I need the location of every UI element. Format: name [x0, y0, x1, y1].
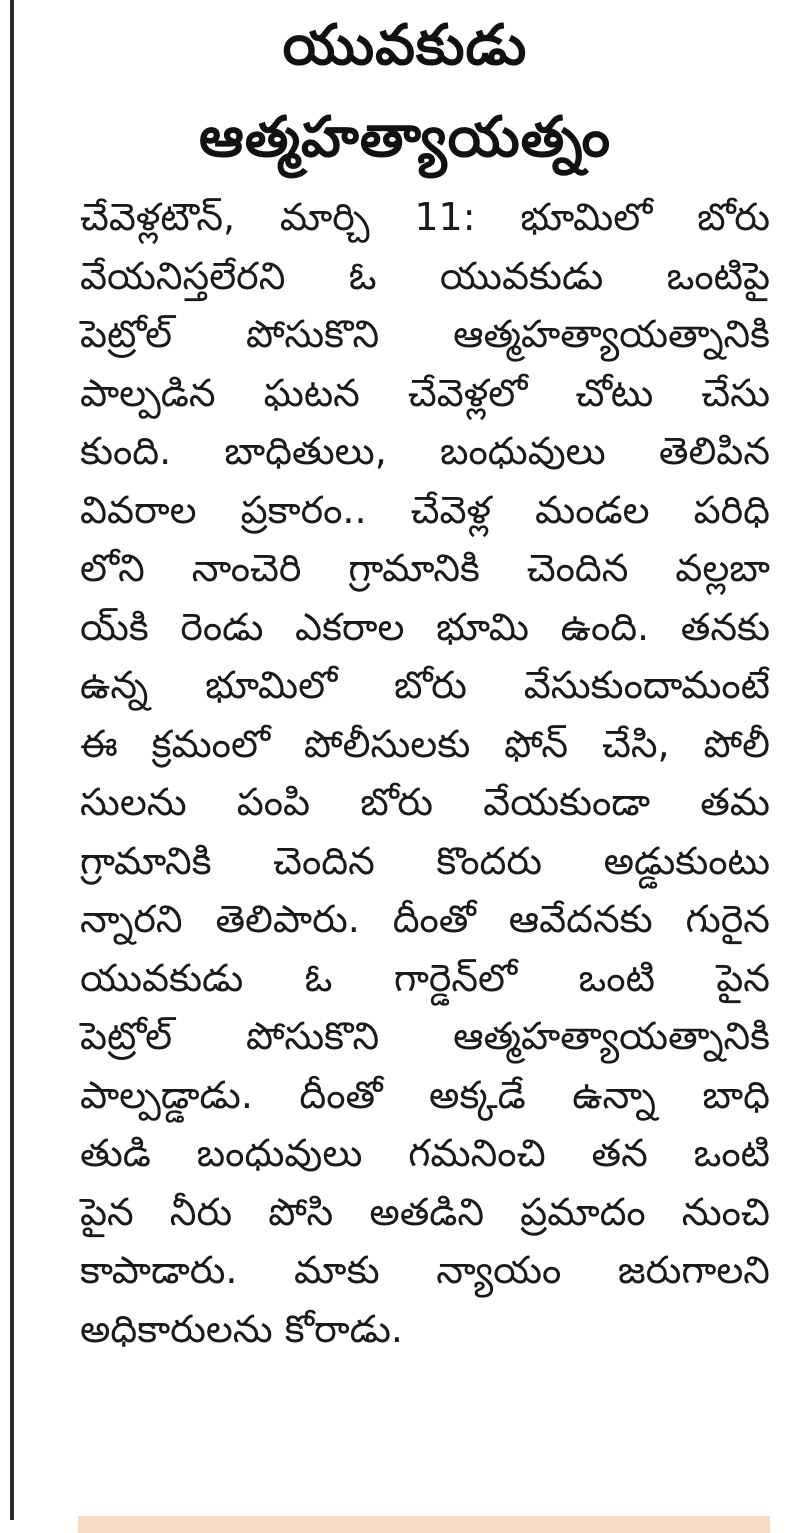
body-line: చేవెళ్లటౌన్, మార్చి 11: భూమిలో బోరు — [80, 195, 770, 239]
body-line: అధికారులను కోరాడు. — [80, 1306, 403, 1351]
body-line: పాల్పడ్డాడు. దీంతో అక్కడే ఉన్నా బాధి — [80, 1072, 770, 1117]
body-line: ఈ క్రమంలో పోలీసులకు ఫోన్ చేసి, పోలీ — [80, 721, 770, 766]
body-line: కాపాడారు. మాకు న్యాయం జరుగాలని — [80, 1248, 770, 1292]
body-line: తుడి బంధువులు గమనించి తన ఒంటి — [80, 1131, 770, 1175]
news-article — [40, 0, 770, 1358]
column-divider — [10, 0, 14, 1520]
body-line: ఉన్న భూమిలో బోరు వేసుకుందామంటే — [80, 663, 770, 707]
body-line: గ్రామానికి చెందిన కొందరు అడ్డుకుంటు — [80, 838, 770, 883]
body-line: న్నారని తెలిపారు. దీంతో ఆవేదనకు గురైన — [80, 897, 770, 941]
article-body — [40, 184, 770, 1358]
headline-line-1: యువకుడు — [282, 13, 528, 78]
next-article-strip — [78, 1516, 770, 1533]
body-line: కుంది. బాధితులు, బంధువులు తెలిపిన — [80, 429, 770, 473]
body-line: సులను పంపి బోరు వేయకుండా తమ — [80, 780, 770, 824]
body-line: యువకుడు ఓ గార్డెన్‌లో ఒంటి పైన — [80, 955, 770, 1000]
body-line: లోని నాంచెరి గ్రామానికి చెందిన వల్లబా — [80, 546, 770, 590]
article-headline — [40, 0, 770, 184]
body-line: వేయనిస్తలేరని ఓ యువకుడు ఒంటిపై — [80, 253, 770, 298]
body-line: పాల్పడిన ఘటన చేవెళ్లలో చోటు చేసు — [80, 370, 770, 415]
body-line: వివరాల ప్రకారం.. చేవెళ్ల మండల పరిధి — [80, 487, 770, 532]
body-line: పెట్రోల్ పోసుకొని ఆత్మహత్యాయత్నానికి — [80, 312, 770, 356]
body-line: య్‌కి రెండు ఎకరాల భూమి ఉంది. తనకు — [80, 604, 770, 649]
body-line: పైన నీరు పోసి అతడిని ప్రమాదం నుంచి — [80, 1189, 770, 1234]
headline-line-2: ఆత్మహత్యాయత్నం — [199, 105, 611, 170]
body-line: పెట్రోల్ పోసుకొని ఆత్మహత్యాయత్నానికి — [80, 1014, 770, 1058]
